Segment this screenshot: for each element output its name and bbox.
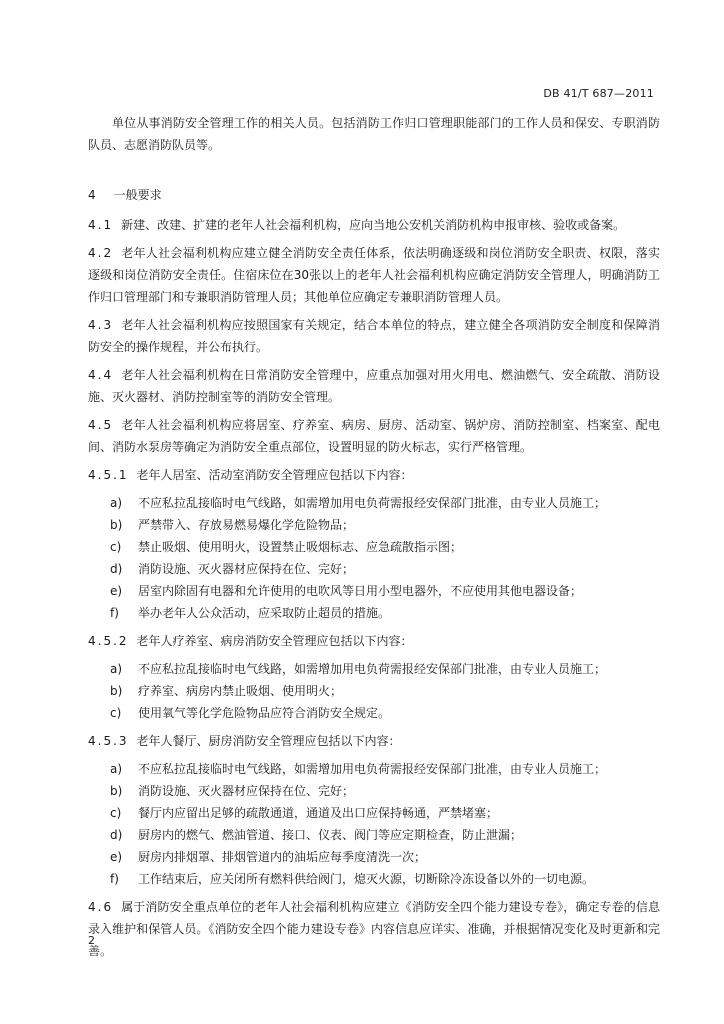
intro-paragraph: 单位从事消防安全管理工作的相关人员。包括消防工作归口管理职能部门的工作人员和保安、专职消防队员、志愿消防队员等。 <box>88 116 660 152</box>
list-item: d) 厨房内的燃气、燃油管道、接口、仪表、阀门等应定期检查，防止泄漏； <box>110 828 523 842</box>
list-item: b) 消防设施、灭火器材应保持在位、完好； <box>110 784 355 798</box>
section-number: 4 <box>88 188 96 202</box>
clause-4-3: 4.3 老年人社会福利机构应按照国家有关规定，结合本单位的特点，建立健全各项消防安全制度和保障消防安全的操作规程，并公布执行。 <box>88 318 660 354</box>
list-item: e) 居室内除固有电器和允许使用的电吹风等日用小型电器外，不应使用其他电器设备； <box>110 584 583 598</box>
clause-4-1: 4.1 新建、改建、扩建的老年人社会福利机构，应向当地公安机关消防机构申报审核、验收或备案。 <box>88 218 626 232</box>
section-title-text: 一般要求 <box>113 188 162 202</box>
page-number: 2 <box>88 934 95 947</box>
clause-4-5-3: 4.5.3 老年人餐厅、厨房消防安全管理应包括以下内容： <box>88 734 401 748</box>
list-item: d) 消防设施、灭火器材应保持在位、完好； <box>110 562 355 576</box>
list-4-5-1 <box>88 492 660 624</box>
clause-4-4: 4.4 老年人社会福利机构在日常消防安全管理中，应重点加强对用火用电、燃油燃气、安全疏散、消防设施、灭火器材、消防控制室等的消防安全管理。 <box>88 368 660 404</box>
list-item: f) 举办老年人公众活动，应采取防止超员的措施。 <box>110 606 391 620</box>
clause-4-6: 4.6 属于消防安全重点单位的老年人社会福利机构应建立《消防安全四个能力建设专卷》，确定专卷的信息录入维护和保管人员。《消防安全四个能力建设专卷》内容信息应详实、准确，并根据情况变化及时更新和完善。 <box>88 900 660 958</box>
list-4-5-2 <box>88 658 660 724</box>
document-body <box>88 112 660 962</box>
section-title <box>88 184 660 206</box>
list-item: b) 严禁带入、存放易燃易爆化学危险物品； <box>110 518 355 532</box>
clause-4-5: 4.5 老年人社会福利机构应将居室、疗养室、病房、厨房、活动室、锅炉房、消防控制室、档案室、配电间、消防水泵房等确定为消防安全重点部位，设置明显的防火标志，实行严格管理。 <box>88 418 660 454</box>
list-item: b) 疗养室、病房内禁止吸烟、使用明火； <box>110 684 343 698</box>
list-item: e) 厨房内排烟罩、排烟管道内的油垢应每季度清洗一次； <box>110 850 427 864</box>
list-4-5-3 <box>88 758 660 890</box>
document-code: DB 41/T 687—2011 <box>543 87 654 100</box>
clause-4-5-2: 4.5.2 老年人疗养室、病房消防安全管理应包括以下内容： <box>88 634 413 648</box>
list-item: f) 工作结束后，应关闭所有燃料供给阀门，熄灭火源，切断除冷冻设备以外的一切电源。 <box>110 872 595 886</box>
list-item: a) 不应私拉乱接临时电气线路，如需增加用电负荷需报经安保部门批准，由专业人员施工； <box>110 762 607 776</box>
list-item: a) 不应私拉乱接临时电气线路，如需增加用电负荷需报经安保部门批准，由专业人员施工； <box>110 662 607 676</box>
clause-4-5-1: 4.5.1 老年人居室、活动室消防安全管理应包括以下内容： <box>88 468 413 482</box>
list-item: a) 不应私拉乱接临时电气线路，如需增加用电负荷需报经安保部门批准，由专业人员施工； <box>110 496 607 510</box>
list-item: c) 禁止吸烟、使用明火，设置禁止吸烟标志、应急疏散指示图； <box>110 540 463 554</box>
clause-4-2: 4.2 老年人社会福利机构应建立健全消防安全责任体系，依法明确逐级和岗位消防安全职责、权限，落实逐级和岗位消防安全责任。住宿床位在30张以上的老年人社会福利机构应确定消防安全管理人，明确消防工作归口管理部门和专兼职消防管理人员；其他单位应确定专兼职消防管理人员。 <box>88 246 660 304</box>
list-item: c) 使用氧气等化学危险物品应符合消防安全规定。 <box>110 706 391 720</box>
list-item: c) 餐厅内应留出足够的疏散通道，通道及出口应保持畅通，严禁堵塞； <box>110 806 499 820</box>
